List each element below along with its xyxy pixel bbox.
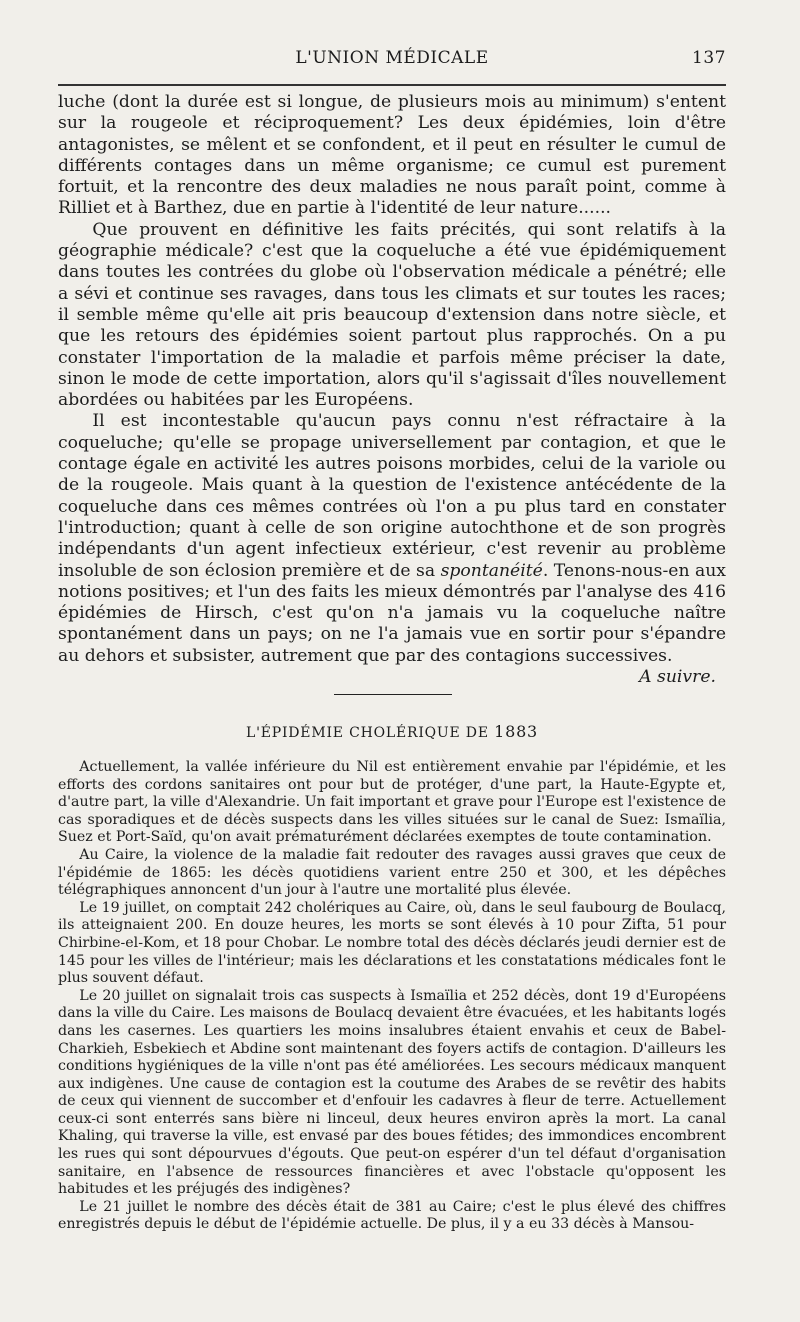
section-title	[58, 722, 726, 741]
paragraph	[58, 411, 726, 667]
section-title-year: 1883	[494, 722, 539, 741]
section-title-text: L'ÉPIDÉMIE CHOLÉRIQUE DE	[245, 725, 489, 741]
paragraph: Au Caire, la violence de la maladie fait redouter des ravages aussi graves que ceux de l'épidémie de 1865: les décès quotidiens varient entre 250 et 300, et les dépêches télégraphiques annoncent d'un jour à l'autre une mortalité plus élevée.	[58, 846, 726, 899]
paragraph: Le 21 juillet le nombre des décès était de 381 au Caire; c'est le plus élevé des chiffres enregistrés depuis le début de l'épidémie actuelle. De plus, il y a eu 33 décès à Mansou-	[58, 1198, 726, 1233]
paragraph: luche (dont la durée est si longue, de plusieurs mois au minimum) s'entent sur la rougeole et réciproquement? Les deux épidémies, loin d'être antagonistes, se mêlent et se confondent, et il peut en résulter le cumul de différents contages dans un même organisme; ce cumul est purement fortuit, et la rencontre des deux maladies ne nous paraît point, comme à Rilliet et à Barthez, due en partie à l'identité de leur nature......	[58, 92, 726, 219]
paragraph-text: . Tenons-nous-en aux notions positives; et l'un des faits les mieux démontrés par l'analyse des 416 épidémies de Hirsch, c'est qu'on n'a jamais vu la coqueluche naître spontanément dans un pays; on ne l'a jamais vue en sortir pour s'épandre au dehors et subsister, autrement que par des contagions successives.	[58, 560, 726, 666]
paragraph: Que prouvent en définitive les faits précités, qui sont relatifs à la géographie médicale? c'est que la coqueluche a été vue épidémiquement dans toutes les contrées du globe où l'observation médicale a pénétré; elle a sévi et continue ses ravages, dans tous les climats et sur toutes les races; il semble même qu'elle ait pris beaucoup d'extension dans notre siècle, et que les retours des épidémies soient partout plus rapprochés. On a pu constater l'importation de la maladie et parfois même préciser la date, sinon le mode de cette importation, alors qu'il s'agissait d'îles nouvellement abordées ou habitées par les Européens.	[58, 219, 726, 411]
paragraph: Le 19 juillet, on comptait 242 cholériques au Caire, où, dans le seul faubourg de Boulacq, ils atteignaient 200. En douze heures, les morts se sont élevés à 10 pour Zifta, 51 pour Chirbine-el-Kom, et 18 pour Chobar. Le nombre total des décès déclarés jeudi dernier est de 145 pour les villes de l'intérieur; mais les déclarations et les constatations médicales font le plus souvent défaut.	[58, 899, 726, 987]
article-continuation	[58, 92, 726, 688]
section-divider	[334, 694, 452, 695]
paragraph: Le 20 juillet on signalait trois cas suspects à Ismaïlia et 252 décès, dont 19 d'Européens dans la ville du Caire. Les maisons de Boulacq devaient être évacuées, et les habitants logés dans les casernes. Les quartiers les moins insalubres étaient envahis et ceux de Babel-Charkieh, Esbekiech et Abdine sont maintenant des foyers actifs de contagion. D'ailleurs les conditions hygiéniques de la ville n'ont pas été améliorées. Les secours médicaux manquent aux indigènes. Une cause de contagion est la coutume des Arabes de se revêtir des habits de ceux qui viennent de succomber et d'enfouir les cadavres à fleur de terre. Actuellement ceux-ci sont enterrés sans bière ni linceul, deux heures environ après la mort. La canal Khaling, qui traverse la ville, est envasé par des boues fétides; des immondices encombrent les rues qui sont dépourvues d'égouts. Que peut-on espérer d'un tel défaut d'organisation sanitaire, en l'absence de ressources financières et avec l'obstacle qu'opposent les habitudes et les préjugés des indigènes?	[58, 987, 726, 1198]
paragraph-text: Il est incontestable qu'aucun pays connu n'est réfractaire à la coqueluche; qu'elle se propage universellement par contagion, et que le contage égale en activité les autres poisons morbides, celui de la variole ou de la rougeole. Mais quant à la question de l'existence antécédente de la coqueluche dans ces mêmes contrées où l'on a pu plus tard en constater l'introduction; quant à celle de son origine autochthone et de son progrès indépendants d'un agent infectieux extérieur, c'est revenir au problème insoluble de son éclosion première et de sa	[58, 411, 726, 581]
page-number: 137	[692, 48, 726, 68]
cholera-article	[58, 759, 726, 1234]
paragraph: Actuellement, la vallée inférieure du Nil est entièrement envahie par l'épidémie, et les efforts des cordons sanitaires ont pour but de protéger, d'une part, la Haute-Egypte et, d'autre part, la ville d'Alexandrie. Un fait important et grave pour l'Europe est l'existence de cas sporadiques et de décès suspects dans les villes situées sur le canal de Suez: Ismaïlia, Suez et Port-Saïd, qu'on avait prématurément déclarées exemptes de toute contamination.	[58, 759, 726, 846]
journal-title: L'UNION MÉDICALE	[295, 48, 489, 68]
emphasized-word: spontanéité	[440, 560, 543, 581]
running-header	[58, 48, 726, 72]
header-rule	[58, 84, 726, 86]
to-be-continued: A suivre.	[639, 667, 716, 688]
